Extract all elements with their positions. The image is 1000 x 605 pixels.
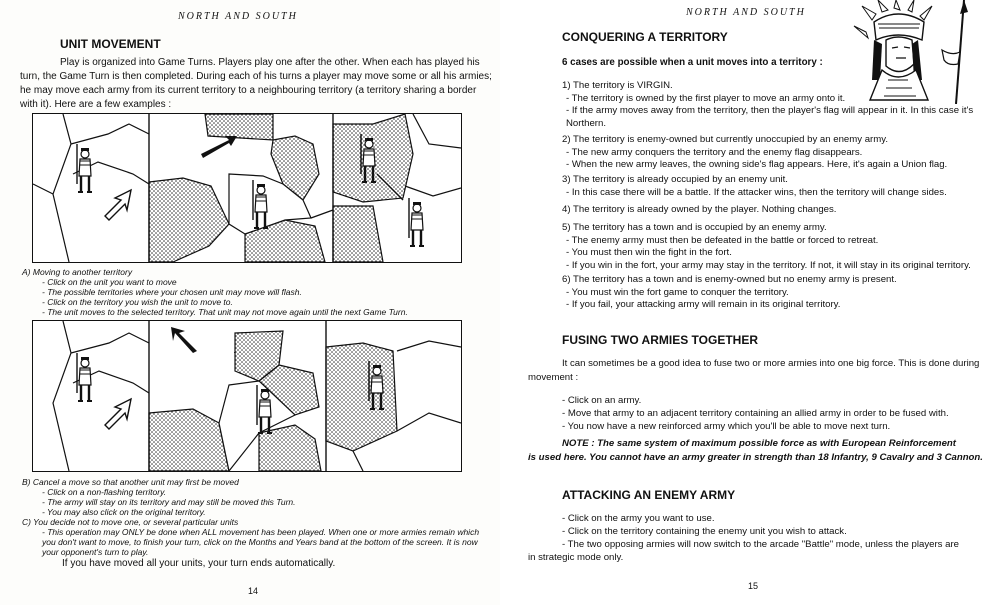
map-panel — [33, 114, 149, 262]
rule-1 — [562, 80, 973, 130]
rule-line: - The enemy army must then be defeated in the battle or forced to retreat. — [566, 234, 879, 246]
page-number: 15 — [748, 581, 759, 591]
intro-line: turn, the Game Turn is then completed. During each of his turns a player may move some or all his armies; — [20, 71, 492, 82]
rule-line: - If you win in the fort, your army may stay in the territory. If not, it will stay in its original territory. — [566, 259, 971, 271]
rule-3 — [562, 174, 947, 199]
attack-steps — [562, 512, 959, 551]
rule-6 — [562, 274, 897, 312]
list-item: - Move that army to an adjacent territory containing an allied army in order to be fused with. — [562, 408, 949, 419]
rule-line: 3) The territory is already occupied by an enemy unit. — [562, 174, 788, 185]
rule-5 — [562, 222, 971, 272]
caption-line: - The unit moves to the selected territory. That unit may not move again until the next Game Turn. — [42, 307, 408, 317]
fuse-steps — [562, 394, 949, 433]
rule-line: - When the new army leaves, the owning side's flag appears. Here, it's again a Union flag. — [566, 159, 948, 171]
rule-line: - You must win the fort game to conquer the territory. — [566, 286, 789, 298]
rule-line: 6) The territory has a town and is enemy-owned but no enemy army is present. — [562, 274, 897, 285]
caption-line: your opponent's turn to play. — [42, 547, 149, 557]
caption-line: - The possible territories where your chosen unit may move will flash. — [42, 287, 302, 297]
rule-4 — [562, 204, 836, 217]
caption-line: - Click on the unit you want to move — [42, 277, 177, 287]
caption-line: you don't want to move, to finish your turn, click on the Months and Years band at the bottom of the screen. It is now — [42, 537, 478, 547]
intro-line: Play is organized into Game Turns. Players play one after the other. When each has played his — [60, 57, 480, 68]
intro-line: with it). Here are a few examples : — [20, 99, 172, 110]
list-item: - Click on the territory containing the enemy unit you wish to attack. — [562, 526, 847, 537]
svg-text:· ·: · · — [233, 347, 242, 357]
list-item: - The two opposing armies will now switch to the arcade "Battle" mode, unless the players are — [562, 539, 959, 550]
map-panel — [53, 321, 149, 471]
rule-line: - The new army conquers the territory and the enemy flag disappears. — [566, 146, 863, 158]
rule-2 — [562, 134, 947, 172]
caption-line: - This operation may ONLY be done when ALL movement has been played. When one or more armies remain which — [42, 527, 480, 537]
rule-line: 1) The territory is VIRGIN. — [562, 80, 673, 91]
illustration-move-territory — [32, 113, 462, 263]
page-number: 14 — [248, 586, 259, 596]
caption-line: - The army will stay on its territory and may still be moved this Turn. — [42, 497, 296, 507]
illustration-cancel-move — [32, 320, 462, 472]
map-panel — [149, 114, 333, 262]
caption-line: C) You decide not to move one, or several particular units — [22, 517, 239, 527]
caption-line: B) Cancel a move so that another unit may first be moved — [22, 477, 239, 487]
conquer-title: CONQUERING A TERRITORY — [562, 30, 728, 44]
rule-line: - If the army moves away from the territory, then the player's flag will appear in it. In this case it's — [566, 105, 974, 117]
right-page — [500, 0, 1000, 605]
rule-line: - In this case there will be a battle. If the attacker wins, then the territory will change sides. — [566, 186, 947, 198]
running-head: NORTH AND SOUTH — [178, 11, 298, 22]
rule-line: 4) The territory is already owned by the player. Nothing changes. — [562, 204, 837, 215]
rule-line: - You must then win the fight in the fort. — [566, 247, 732, 259]
list-item: - Click on an army. — [562, 395, 642, 406]
list-item: - You now have a new reinforced army which you'll be able to move next turn. — [562, 421, 891, 432]
rule-line: Northern. — [566, 117, 606, 129]
caption-line: - Click on a non-flashing territory. — [42, 487, 167, 497]
fuse-title: FUSING TWO ARMIES TOGETHER — [562, 333, 759, 347]
map-panel — [326, 341, 461, 471]
conquer-subtitle: 6 cases are possible when a unit moves into a territory : — [562, 57, 823, 68]
list-item: - Click on the army you want to use. — [562, 513, 715, 524]
intro-line: he may move each army from its current territory to a neighbouring territory (a territory sharing a border — [20, 85, 477, 96]
running-head: NORTH AND SOUTH — [686, 7, 806, 18]
attack-steps-continued — [528, 551, 623, 564]
caption-line: - You may also click on the original territory. — [42, 507, 206, 517]
fuse-intro-line: It can sometimes be a good idea to fuse two or more armies into one big force. This is done during — [562, 358, 980, 369]
list-item: in strategic mode only. — [528, 552, 624, 563]
map-panel — [333, 114, 461, 262]
attack-title: ATTACKING AN ENEMY ARMY — [562, 488, 736, 502]
rule-line: - If you fail, your attacking army will remain in its original territory. — [566, 299, 841, 311]
caption-line: - Click on the territory you wish the unit to move to. — [42, 297, 233, 307]
closing-line: If you have moved all your units, your turn ends automatically. — [62, 558, 336, 569]
rule-line: - The territory is owned by the first player to move an army onto it. — [566, 92, 846, 104]
rule-line: 5) The territory has a town and is occupied by an enemy army. — [562, 222, 827, 233]
note-line: is used here. You cannot have an army greater in strength than 18 Infantry, 9 Cavalry and 3 Cannon. — [528, 452, 983, 463]
map-panel — [149, 327, 321, 471]
note-line: NOTE : The same system of maximum possible force as with European Reinforcement — [562, 438, 956, 449]
rule-line: 2) The territory is enemy-owned but currently unoccupied by an enemy army. — [562, 134, 888, 145]
caption-line: A) Moving to another territory — [22, 267, 133, 277]
section-title: UNIT MOVEMENT — [60, 37, 161, 51]
fuse-intro-line: movement : — [528, 372, 579, 383]
